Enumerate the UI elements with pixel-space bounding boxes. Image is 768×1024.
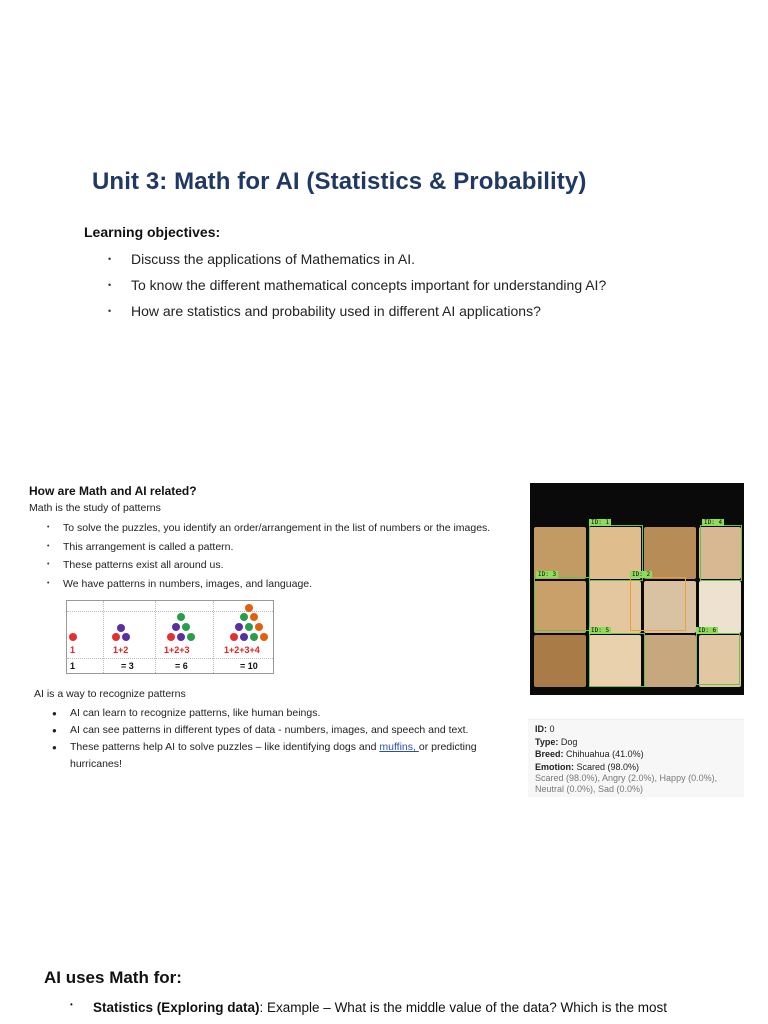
muffins-link[interactable]: muffins, (379, 741, 419, 753)
list-item-text: These patterns help AI to solve puzzles – like identifying dogs and (70, 741, 380, 753)
math-ai-subtitle: Math is the study of patterns (29, 502, 161, 514)
list-item: • To know the different mathematical concepts important for understanding AI? (108, 272, 606, 298)
list-item: • Discuss the applications of Mathematics in AI. (108, 246, 606, 272)
pattern-result: 1 (70, 661, 76, 671)
list-item-text: or predicting hurricanes! (70, 741, 477, 770)
emotion-detail: Scared (98.0%), Angry (2.0%), Happy (0.0%), Neutral (0.0%), Sad (0.0%) (535, 773, 718, 794)
pattern-result: = 10 (240, 661, 258, 671)
ai-uses-heading: AI uses Math for: (44, 968, 182, 987)
detection-tag: ID: 1 (591, 519, 610, 526)
triangular-number-pattern-figure (66, 600, 274, 674)
patterns-list (47, 519, 490, 593)
detection-tag: ID: 6 (698, 627, 717, 634)
list-item: • We have patterns in numbers, images, and language. (47, 575, 490, 594)
pattern-label: 1+2+3 (164, 645, 190, 655)
detection-tag: ID: 2 (632, 571, 651, 578)
pattern-label: 1+2 (113, 645, 129, 655)
breed-value: Chihuahua (41.0%) (566, 749, 644, 759)
id-label: ID: (535, 724, 547, 734)
math-ai-heading: How are Math and AI related? (29, 484, 197, 498)
page-title: Unit 3: Math for AI (Statistics & Probability) (92, 168, 587, 195)
list-item: • This arrangement is called a pattern. (47, 538, 490, 557)
detection-tag: ID: 3 (538, 571, 557, 578)
list-item (52, 739, 492, 773)
id-value: 0 (549, 724, 555, 734)
ai-pattern-subtitle: AI is a way to recognize patterns (34, 688, 186, 700)
detection-tag: ID: 4 (704, 519, 723, 526)
pattern-label: 1+2+3+4 (224, 645, 260, 655)
detection-info-panel (528, 719, 744, 797)
statistics-item (70, 1000, 667, 1015)
statistics-text: : Example – What is the middle value of the data? Which is the most (259, 1000, 667, 1015)
learning-objectives-list (108, 246, 606, 324)
type-label: Type: (535, 736, 559, 747)
list-item: • How are statistics and probability used in different AI applications? (108, 298, 606, 324)
learning-objectives-heading: Learning objectives: (84, 224, 221, 240)
emotion-label: Emotion: (535, 761, 574, 772)
dog-muffin-detection-image (530, 483, 744, 695)
list-item: • To solve the puzzles, you identify an order/arrangement in the list of numbers or the images. (47, 519, 490, 538)
pattern-result: = 3 (121, 661, 134, 671)
pattern-label: 1 (70, 645, 76, 655)
breed-label: Breed: (535, 749, 564, 759)
list-item: ● AI can learn to recognize patterns, like human beings. (52, 705, 492, 722)
detection-tag: ID: 5 (591, 627, 610, 634)
ai-patterns-list (52, 705, 492, 773)
statistics-label: Statistics (Exploring data) (93, 1000, 260, 1015)
type-value: Dog (560, 736, 578, 747)
pattern-result: = 6 (175, 661, 188, 671)
emotion-value: Scared (98.0%) (576, 761, 640, 772)
list-item: • These patterns exist all around us. (47, 556, 490, 575)
list-item: ● AI can see patterns in different types of data - numbers, images, and speech and text. (52, 722, 492, 739)
